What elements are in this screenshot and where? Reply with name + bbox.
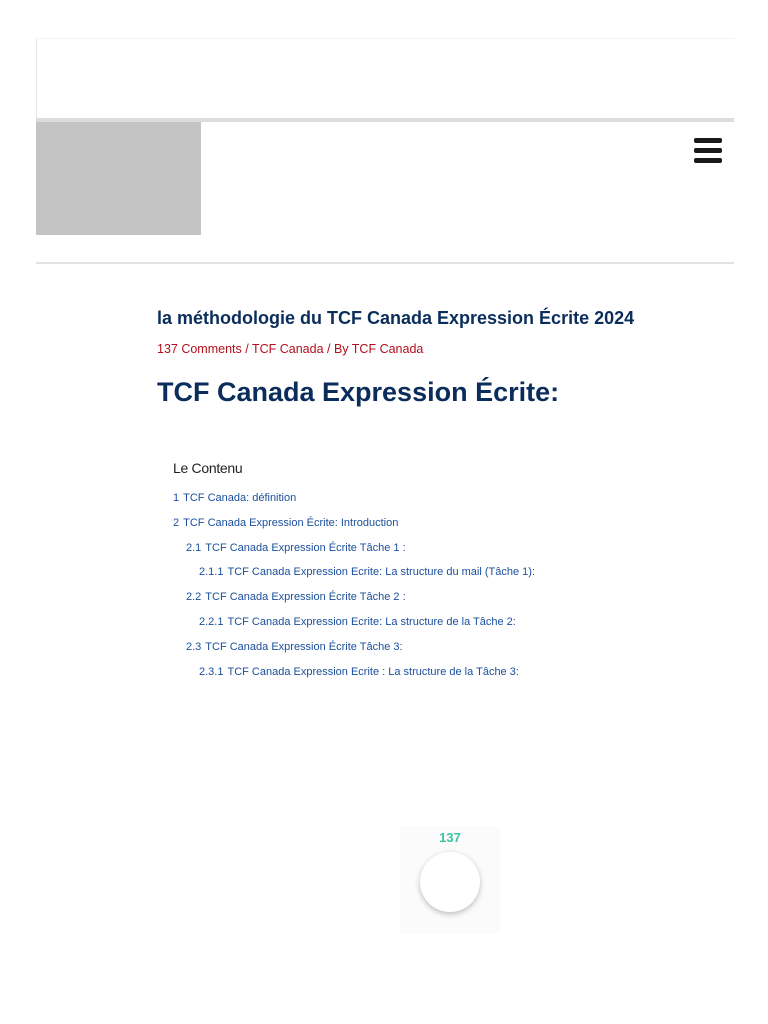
top-bar (36, 38, 735, 119)
toc-item-tache-2[interactable] (173, 585, 693, 610)
toc-item-number: 2.1.1 (199, 566, 224, 579)
toc-item-label: TCF Canada Expression Écrite: Introduction (183, 516, 399, 529)
toc-item-tache-1-structure[interactable] (173, 560, 693, 585)
toc-item-label: TCF Canada Expression Écrite Tâche 1 : (205, 541, 406, 554)
toc-item-number: 2.2.1 (199, 615, 224, 628)
toc-item-label: TCF Canada Expression Ecrite: La structure du mail (Tâche 1): (227, 566, 535, 579)
toc-item-label: TCF Canada Expression Écrite Tâche 2 : (205, 591, 406, 604)
toc-item-number: 2.3.1 (199, 665, 224, 678)
toc-item-label: TCF Canada Expression Écrite Tâche 3: (205, 640, 403, 653)
section-heading: TCF Canada Expression Écrite: (157, 377, 560, 407)
toc-item-tache-1[interactable] (173, 536, 693, 561)
toc-item-number: 2.2 (186, 591, 202, 604)
comment-bubble-button[interactable] (420, 852, 480, 912)
toc-item-introduction[interactable] (173, 511, 693, 536)
toc-item-number: 2.3 (186, 640, 202, 653)
toc-item-number: 1 (173, 492, 180, 504)
author-link[interactable]: TCF Canada (351, 342, 424, 356)
header-divider (36, 262, 734, 264)
toc-list (173, 486, 693, 684)
toc-item-tache-3-structure[interactable] (173, 660, 693, 685)
toc-title: Le Contenu (173, 460, 243, 476)
comments-link[interactable]: 137 Comments (157, 342, 242, 356)
comments-widget (400, 826, 500, 934)
meta-separator: / (241, 342, 252, 356)
post-meta (157, 340, 423, 358)
toc-item-definition[interactable] (173, 486, 693, 511)
comment-count: 137 (439, 830, 461, 845)
toc-item-number: 2.1 (186, 541, 202, 554)
meta-by-separator: / By (323, 342, 352, 356)
category-link[interactable]: TCF Canada (251, 342, 324, 356)
toc-item-label: TCF Canada Expression Ecrite: La structure de la Tâche 2: (227, 615, 516, 628)
table-of-contents (173, 458, 693, 684)
toc-item-label: TCF Canada: définition (183, 492, 297, 504)
toc-item-tache-2-structure[interactable] (173, 610, 693, 635)
toc-item-label: TCF Canada Expression Ecrite : La structure de la Tâche 3: (227, 665, 519, 678)
site-logo-placeholder[interactable] (36, 122, 201, 235)
toc-item-number: 2 (173, 516, 180, 529)
post-title: la méthodologie du TCF Canada Expression Écrite 2024 (157, 308, 635, 328)
hamburger-menu-icon[interactable] (692, 136, 724, 166)
toc-item-tache-3[interactable] (173, 635, 693, 660)
